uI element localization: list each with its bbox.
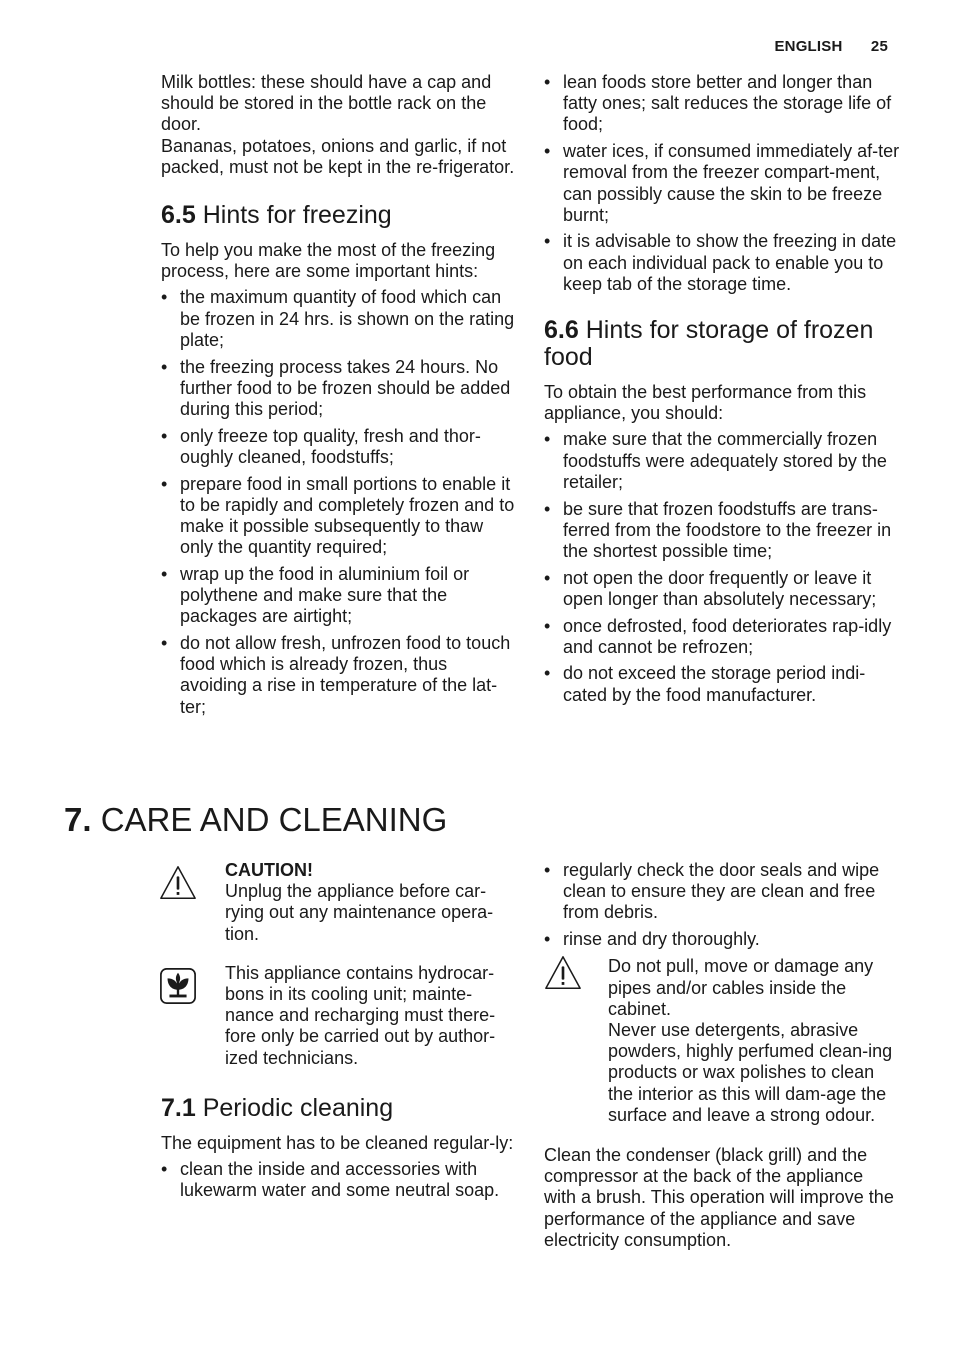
top-left-column xyxy=(161,72,516,723)
list-item: • prepare food in small portions to enable it to be rapidly and completely frozen and to make it possible subsequently to thaw only the quantity required; xyxy=(161,474,516,559)
freezing-hints-continued-list xyxy=(544,72,900,295)
page-header xyxy=(774,38,888,55)
top-right-column xyxy=(544,72,900,711)
section-6-6-intro: To obtain the best performance from this appliance, you should: xyxy=(544,382,867,424)
bananas-paragraph: Bananas, potatoes, onions and garlic, if not packed, must not be kept in the re-frigerator. xyxy=(161,135,515,177)
bottom-left-column xyxy=(161,860,516,1207)
list-item: • lean foods store better and longer than fatty ones; salt reduces the storage life of food; xyxy=(544,72,900,136)
caution-label: CAUTION! xyxy=(225,860,313,880)
header-language: ENGLISH xyxy=(774,38,843,55)
section-6-5-heading xyxy=(161,202,516,229)
freezing-hints-list xyxy=(161,287,516,717)
caution-notice xyxy=(0,860,516,945)
list-item: • do not allow fresh, unfrozen food to touch food which is already frozen, thus avoiding a rise in temperature of the lat-ter; xyxy=(161,633,516,718)
list-item: • water ices, if consumed immediately af-ter removal from the freezer compart-ment, can possibly cause the skin to be freeze burnt; xyxy=(544,141,900,226)
section-title: Hints for storage of frozen food xyxy=(544,316,874,372)
environment-leaf-icon xyxy=(159,967,197,1005)
bottom-right-column xyxy=(544,860,900,1251)
section-6-6-heading xyxy=(544,317,900,371)
list-item: • only freeze top quality, fresh and thor-oughly cleaned, foodstuffs; xyxy=(161,426,516,468)
list-item: • once defrosted, food deteriorates rap-idly and cannot be refrozen; xyxy=(544,616,900,658)
page-number: 25 xyxy=(870,38,888,55)
chapter-7-title xyxy=(64,800,447,840)
list-item: • clean the inside and accessories with lukewarm water and some neutral soap. xyxy=(161,1159,516,1201)
list-item: • rinse and dry thoroughly. xyxy=(544,929,900,950)
milk-bottles-paragraph: Milk bottles: these should have a cap and should be stored in the bottle rack on the door. xyxy=(161,72,492,135)
list-item: • not open the door frequently or leave it open longer than absolutely necessary; xyxy=(544,568,900,610)
section-title: Hints for freezing xyxy=(202,201,392,230)
list-item: • regularly check the door seals and wipe clean to ensure they are clean and free from debris. xyxy=(544,860,900,924)
section-number: 6.6 xyxy=(544,316,579,345)
environment-notice xyxy=(0,963,516,1069)
list-item: • the maximum quantity of food which can be frozen in 24 hrs. is shown on the rating plate; xyxy=(161,287,516,351)
warning-triangle-icon xyxy=(544,954,582,992)
frozen-storage-hints-list xyxy=(544,429,900,705)
list-item: • be sure that frozen foodstuffs are trans-ferred from the foodstore to the freezer in the shortest possible time; xyxy=(544,499,900,563)
warning-triangle-icon xyxy=(159,864,197,902)
section-7-1-intro: The equipment has to be cleaned regular-ly: xyxy=(161,1132,514,1153)
list-item: • the freezing process takes 24 hours. No further food to be frozen should be added during this period; xyxy=(161,357,516,421)
section-6-5-intro: To help you make the most of the freezing process, here are some important hints: xyxy=(161,240,496,282)
section-7-1-heading xyxy=(161,1095,516,1122)
section-number: 6.5 xyxy=(161,201,196,230)
warning-text-pipes: Do not pull, move or damage any pipes and/or cables inside the cabinet. xyxy=(608,956,874,1019)
cleaning-continued-list xyxy=(544,860,900,950)
caution-text: Unplug the appliance before car-rying out any maintenance opera-tion. xyxy=(225,881,494,944)
section-number: 7.1 xyxy=(161,1093,196,1122)
chapter-number: 7. xyxy=(64,801,92,838)
condenser-paragraph: Clean the condenser (black grill) and the compressor at the back of the appliance with a brush. This operation will improve the performance of the appliance and save electricity consumption. xyxy=(544,1144,894,1250)
list-item: • do not exceed the storage period indi-cated by the food manufacturer. xyxy=(544,663,900,705)
environment-text: This appliance contains hydrocar-bons in its cooling unit; mainte-nance and recharging must there-fore only be carried out by author-ized technicians. xyxy=(225,962,496,1068)
warning-text-detergents: Never use detergents, abrasive powders, highly perfumed clean-ing products or wax polishes to clean the interior as this will dam-age the surface and leave a strong odour. xyxy=(608,1019,893,1125)
warning-notice xyxy=(544,956,900,1126)
periodic-cleaning-list xyxy=(161,1159,516,1201)
list-item: • it is advisable to show the freezing in date on each individual pack to enable you to keep tab of the storage time. xyxy=(544,231,900,295)
section-title: Periodic cleaning xyxy=(202,1093,394,1122)
list-item: • wrap up the food in aluminium foil or polythene and make sure that the packages are airtight; xyxy=(161,564,516,628)
list-item: • make sure that the commercially frozen foodstuffs were adequately stored by the retailer; xyxy=(544,429,900,493)
chapter-title-text: CARE AND CLEANING xyxy=(100,801,448,838)
